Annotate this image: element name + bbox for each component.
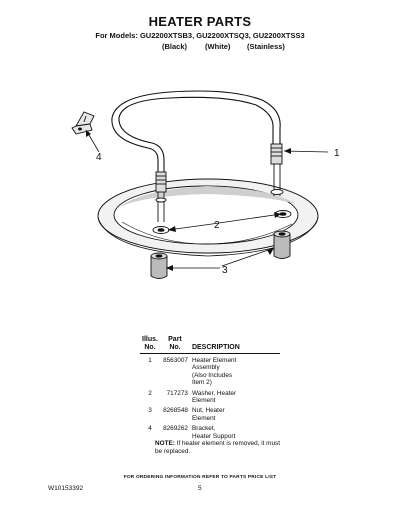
note-label: NOTE:: [155, 440, 175, 447]
parts-table: [140, 336, 280, 440]
model-color-stainless: (Stainless): [247, 42, 285, 51]
ordering-footer: FOR ORDERING INFORMATION REFER TO PARTS PRICE LIST: [123, 475, 277, 480]
callout-4: 4: [96, 152, 102, 163]
table-row: 4 8269262 Bracket, Heater Support: [148, 425, 236, 440]
header-description: DESCRIPTION: [190, 336, 280, 354]
model-color-black: (Black): [162, 42, 188, 51]
washer-left: [153, 227, 169, 234]
note-text: If heater element is removed, it must be replaced.: [155, 440, 281, 455]
heater-parts-diagram: [0, 60, 400, 330]
table-row: 2 717273 Washer, Heater Element: [148, 389, 237, 405]
page-title: HEATER PARTS: [148, 14, 252, 29]
page-number: 5: [198, 485, 202, 492]
models-line: For Models: GU2200XTSB3, GU2200XTSQ3, GU2200XTSS3: [95, 31, 305, 40]
table-row: 1 8563007 Heater Element Assembly (Also Includes Item 2): [148, 357, 237, 387]
model-color-white: (White): [205, 42, 231, 51]
callout-1: 1: [334, 148, 340, 159]
header-part-no: Part No.: [160, 336, 190, 354]
table-row: 3 8268548 Nut, Heater Element: [148, 407, 225, 422]
callout-3: 3: [222, 265, 228, 276]
document-number: W10153392: [48, 485, 84, 492]
callout-2: 2: [214, 220, 220, 231]
nut-right: [274, 231, 290, 259]
heater-element: [112, 91, 280, 174]
header-illus-no: Illus. No.: [140, 336, 160, 354]
heater-support-bracket: [72, 112, 94, 134]
note: [155, 440, 285, 455]
nut-left: [151, 253, 167, 279]
